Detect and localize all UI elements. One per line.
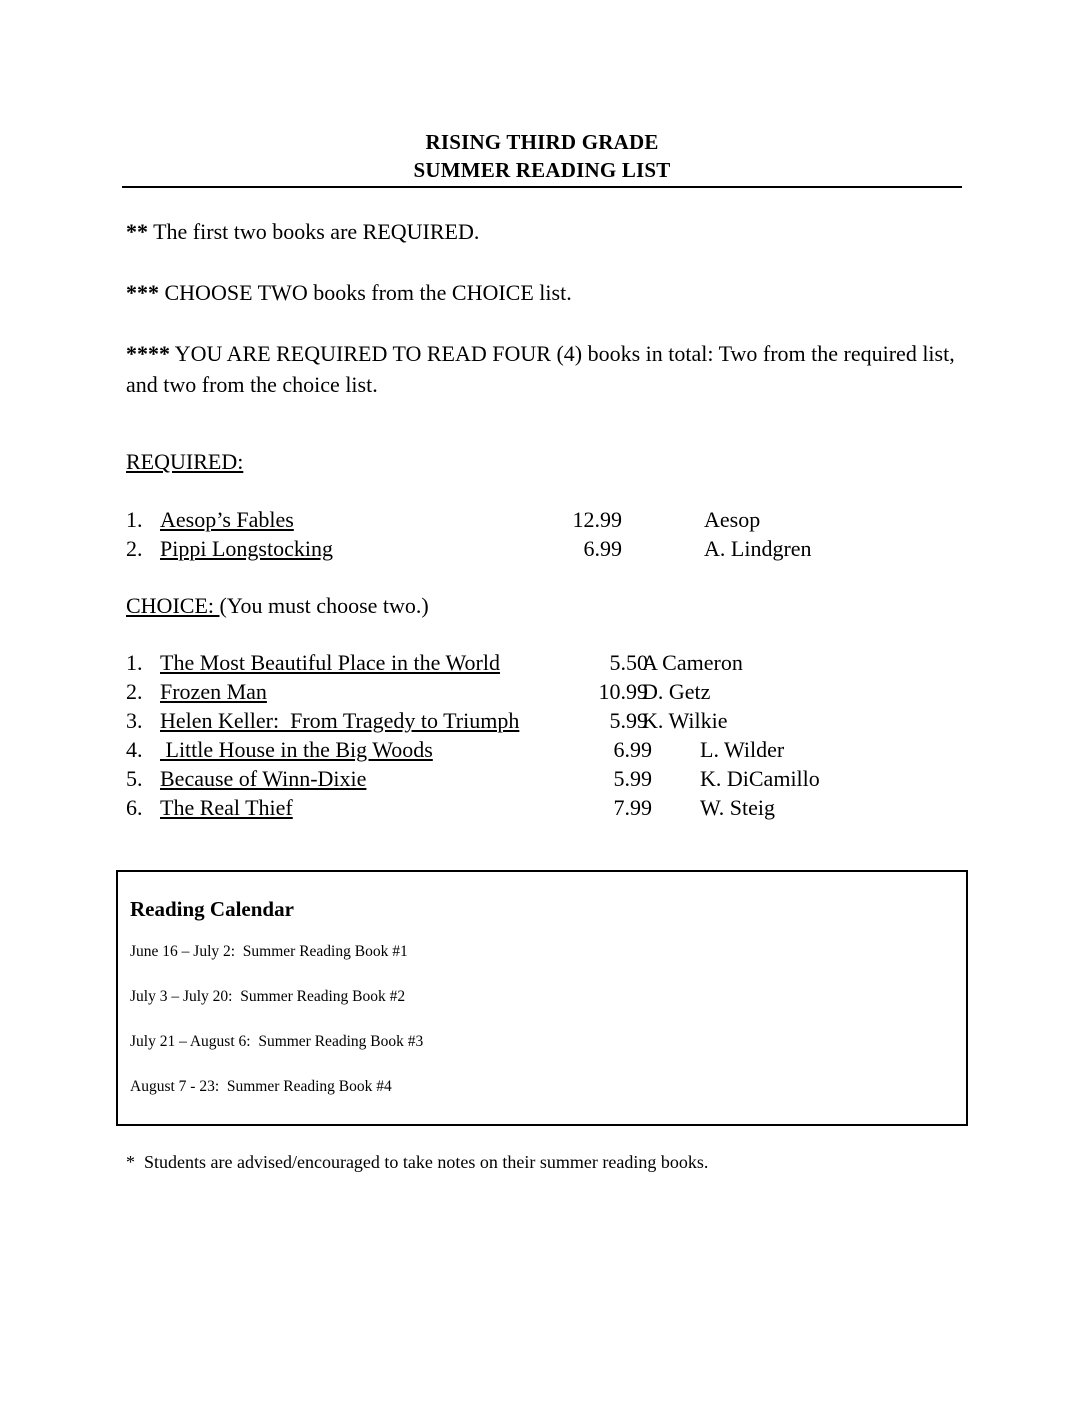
table-row <box>126 648 966 677</box>
intro-notes <box>126 216 966 400</box>
book-title: Aesop’s Fables <box>160 507 294 532</box>
book-author: Aesop <box>704 507 761 532</box>
choice-section-heading <box>126 592 429 620</box>
required-section-heading <box>126 448 243 476</box>
book-title: Little House in the Big Woods <box>160 737 433 762</box>
book-number: 5. <box>126 766 143 791</box>
reading-calendar-box <box>116 870 968 1126</box>
book-price: 6.99 <box>613 737 652 762</box>
book-author: W. Steig <box>700 795 775 820</box>
intro-note-1-text: The first two books are REQUIRED. <box>148 219 480 244</box>
intro-note-2-stars: *** <box>126 280 159 305</box>
table-row <box>126 505 966 534</box>
book-price: 5.99 <box>613 766 652 791</box>
book-title: The Most Beautiful Place in the World <box>160 650 500 675</box>
list-item: August 7 - 23: Summer Reading Book #4 <box>130 1078 392 1095</box>
required-heading-label: REQUIRED: <box>126 449 244 474</box>
book-price: 5.50 <box>609 650 648 675</box>
intro-note-2-text: CHOOSE TWO books from the CHOICE list. <box>159 280 572 305</box>
choice-heading-label: CHOICE: <box>126 593 220 618</box>
required-book-list <box>126 505 966 563</box>
choice-heading-note: (You must choose two.) <box>219 593 429 618</box>
table-row <box>126 793 966 822</box>
title-line-2: SUMMER READING LIST <box>413 158 671 182</box>
book-title: Pippi Longstocking <box>160 536 333 561</box>
book-author: A. Lindgren <box>704 536 812 561</box>
intro-note-3 <box>126 338 966 400</box>
book-author: A Cameron <box>642 650 743 675</box>
table-row <box>126 764 966 793</box>
book-number: 2. <box>126 536 143 561</box>
book-price: 5.99 <box>609 708 648 733</box>
list-item: July 3 – July 20: Summer Reading Book #2 <box>130 988 406 1005</box>
book-price: 7.99 <box>613 795 652 820</box>
intro-note-1-stars: ** <box>126 219 148 244</box>
book-number: 1. <box>126 507 143 532</box>
table-row <box>126 706 966 735</box>
page-title <box>122 128 962 184</box>
book-price: 10.99 <box>598 679 648 704</box>
table-row <box>126 735 966 764</box>
intro-note-1 <box>126 216 966 247</box>
reading-calendar-title: Reading Calendar <box>130 897 294 921</box>
book-number: 3. <box>126 708 143 733</box>
book-price: 6.99 <box>583 536 622 561</box>
intro-note-3-text: YOU ARE REQUIRED TO READ FOUR (4) books in total: Two from the required list, and two from the choice list. <box>126 341 955 397</box>
intro-note-2 <box>126 277 966 308</box>
book-number: 1. <box>126 650 143 675</box>
intro-note-3-stars: **** <box>126 341 170 366</box>
book-author: K. DiCamillo <box>700 766 820 791</box>
list-item: June 16 – July 2: Summer Reading Book #1 <box>130 943 408 960</box>
book-number: 2. <box>126 679 143 704</box>
book-author: K. Wilkie <box>642 708 728 733</box>
choice-book-list <box>126 648 966 822</box>
book-number: 4. <box>126 737 143 762</box>
book-author: L. Wilder <box>700 737 785 762</box>
book-number: 6. <box>126 795 143 820</box>
book-price: 12.99 <box>572 507 622 532</box>
list-item: July 21 – August 6: Summer Reading Book #3 <box>130 1033 424 1050</box>
book-title: Because of Winn-Dixie <box>160 766 367 791</box>
book-title: Helen Keller: From Tragedy to Triumph <box>160 708 520 733</box>
table-row <box>126 677 966 706</box>
title-divider <box>122 186 962 188</box>
book-title: The Real Thief <box>160 795 293 820</box>
title-line-1: RISING THIRD GRADE <box>425 130 659 154</box>
footer-note: * Students are advised/encouraged to take notes on their summer reading books. <box>126 1152 709 1172</box>
book-title: Frozen Man <box>160 679 267 704</box>
book-author: D. Getz <box>642 679 711 704</box>
table-row <box>126 534 966 563</box>
reading-calendar-rows <box>130 942 940 1097</box>
